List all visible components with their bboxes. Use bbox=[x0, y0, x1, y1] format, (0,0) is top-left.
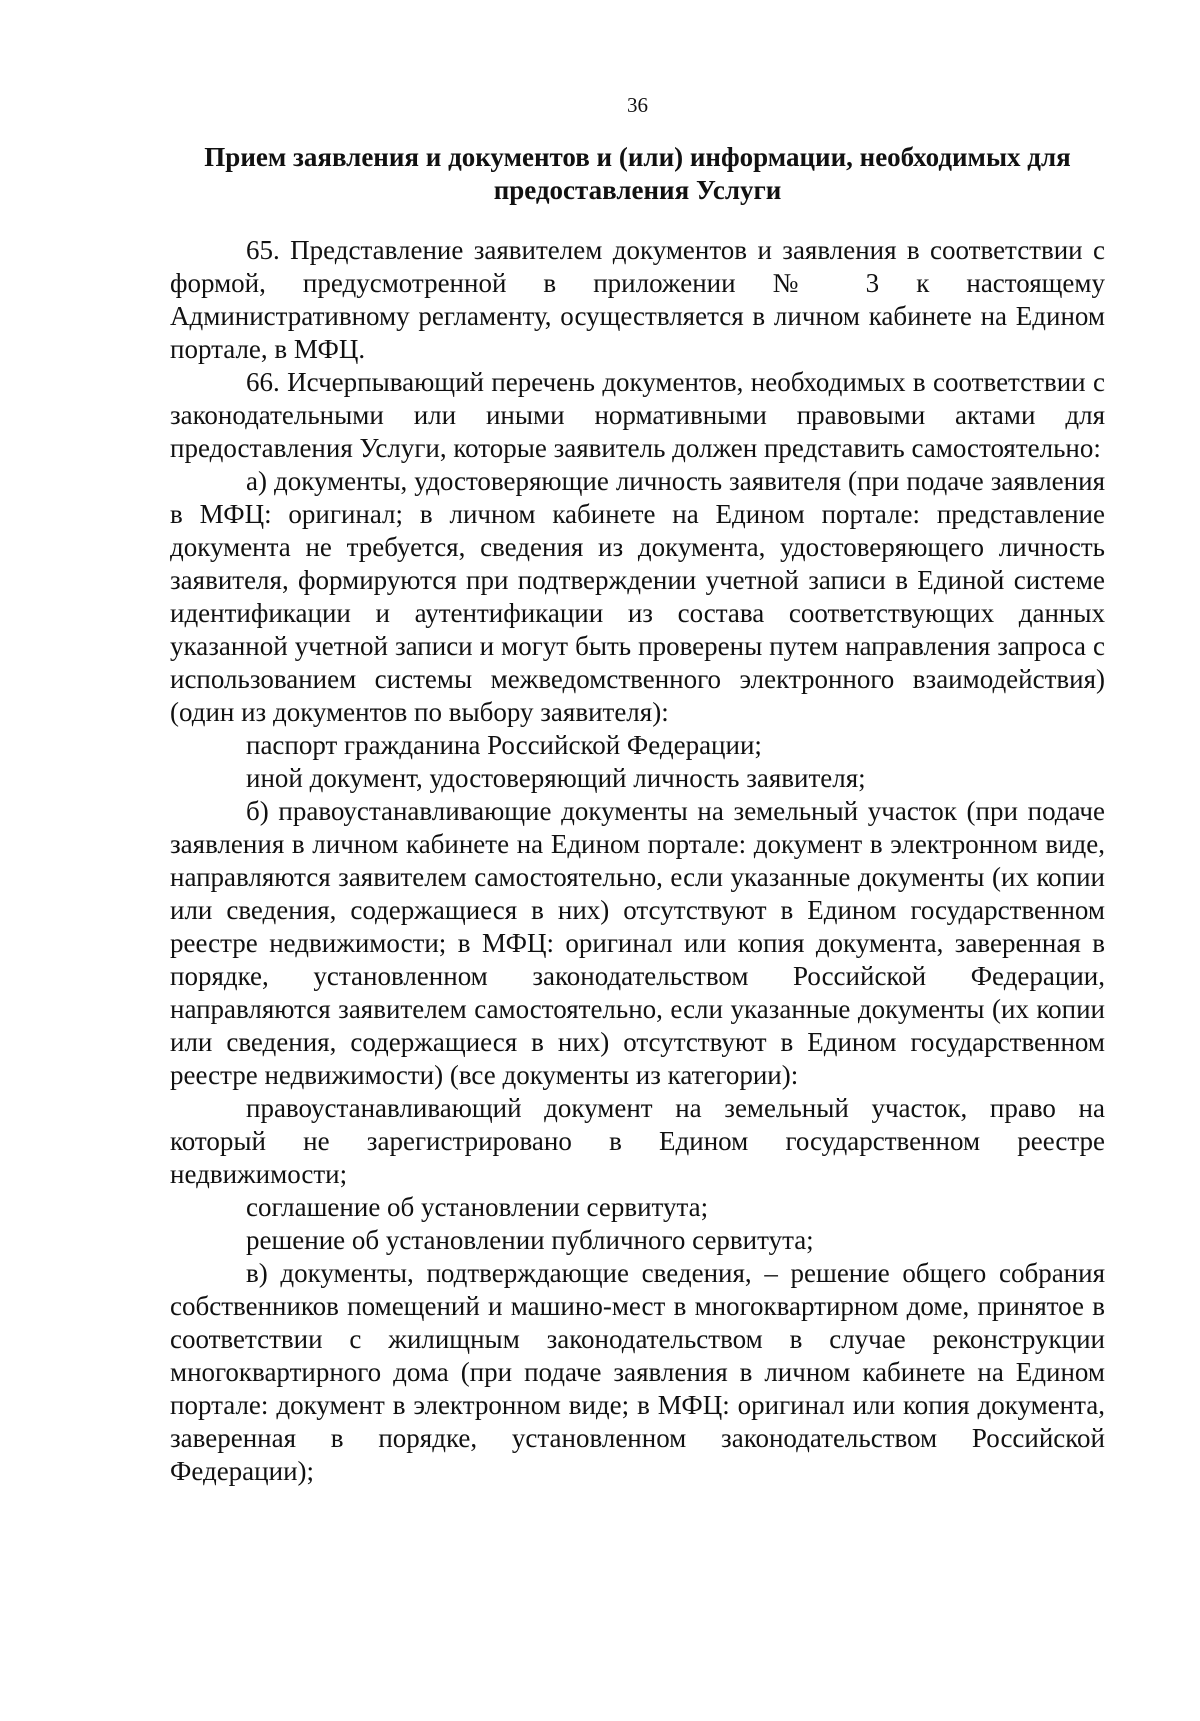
paragraph-65: 65. Представление заявителем документов и заявления в соответствии с формой, предусмотренной в приложении № 3 к настоящему Административному регламенту, осуществляется в личном кабинете на Едином портале, в МФЦ. bbox=[170, 235, 1105, 364]
list-subitem-passport: паспорт гражданина Российской Федерации; bbox=[246, 730, 762, 760]
list-subitem-servitude-agreement: соглашение об установлении сервитута; bbox=[246, 1192, 709, 1222]
document-body bbox=[170, 234, 1105, 1488]
list-item-a: а) документы, удостоверяющие личность заявителя (при подаче заявления в МФЦ: оригинал; в личном кабинете на Едином портале: представление документа не требуется, сведения из документа, удостоверяющего личность заявителя, формируются при подтверждении учетной записи в Единой системе идентификации и аутентификации из состава соответствующих данных указанной учетной записи и могут быть проверены путем направления запроса с использованием системы межведомственного электронного взаимодействия) (один из документов по выбору заявителя): bbox=[170, 466, 1105, 727]
list-item-v: в) документы, подтверждающие сведения, – решение общего собрания собственников помещений и машино-мест в многоквартирном доме, принятое в соответствии с жилищным законодательством в случае реконструкции многоквартирного дома (при подаче заявления в личном кабинете на Едином портале: документ в электронном виде; в МФЦ: оригинал или копия документа, заверенная в порядке, установленном законодательством Российской Федерации); bbox=[170, 1258, 1105, 1486]
list-subitem-other-id: иной документ, удостоверяющий личность заявителя; bbox=[246, 763, 866, 793]
list-subitem-public-servitude: решение об установлении публичного сервитута; bbox=[246, 1225, 814, 1255]
list-subitem-title-document: правоустанавливающий документ на земельный участок, право на который не зарегистрировано в Едином государственном реестре недвижимости; bbox=[170, 1093, 1105, 1189]
page-number: 36 bbox=[627, 93, 648, 117]
paragraph-66: 66. Исчерпывающий перечень документов, необходимых в соответствии с законодательными или иными нормативными правовыми актами для предоставления Услуги, которые заявитель должен представить самостоятельно: bbox=[170, 367, 1105, 463]
list-item-b: б) правоустанавливающие документы на земельный участок (при подаче заявления в личном кабинете на Едином портале: документ в электронном виде, направляются заявителем самостоятельно, если указанные документы (их копии или сведения, содержащиеся в них) отсутствуют в Едином государственном реестре недвижимости; в МФЦ: оригинал или копия документа, заверенная в порядке, установленном законодательством Российской Федерации, направляются заявителем самостоятельно, если указанные документы (их копии или сведения, содержащиеся в них) отсутствуют в Едином государственном реестре недвижимости) (все документы из категории): bbox=[170, 796, 1105, 1090]
section-title: Прием заявления и документов и (или) информации, необходимых для предоставления Услуги bbox=[204, 142, 1071, 205]
